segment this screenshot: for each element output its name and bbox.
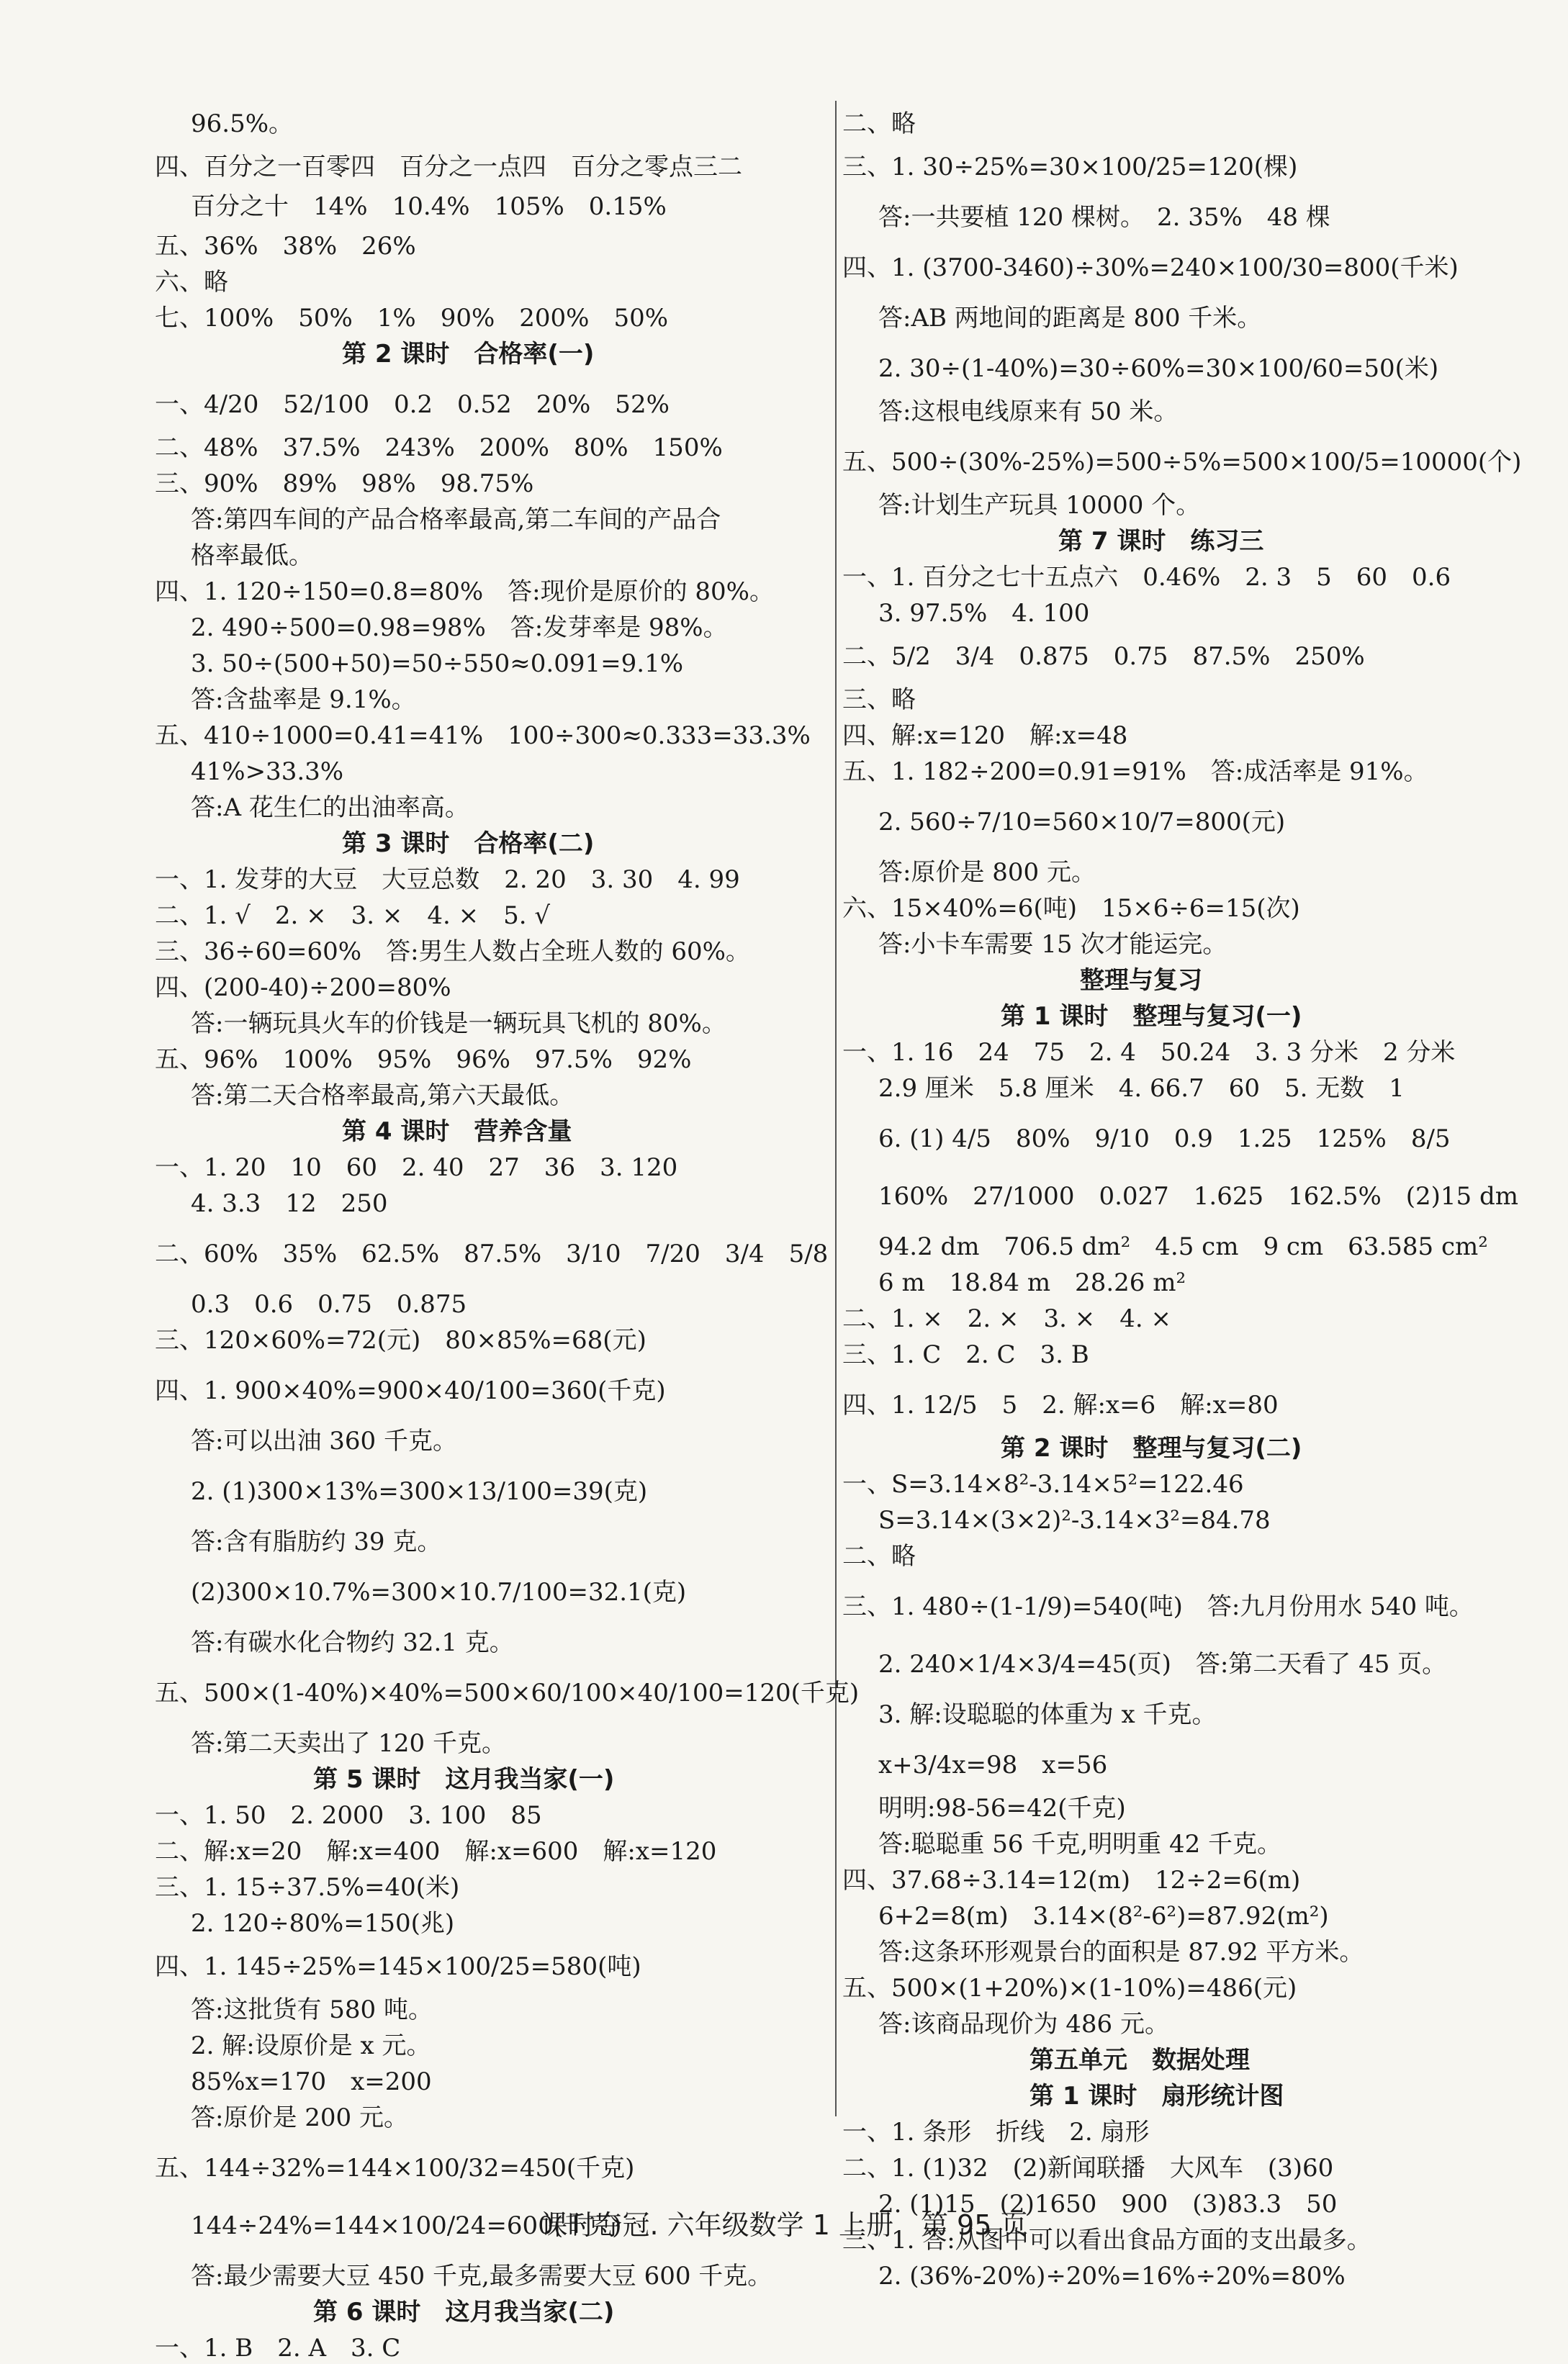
answer-line: 三、1. 15÷37.5%=40(米) (155, 1873, 460, 1902)
answer-line: 2. 490÷500=0.98=98% 答:发芽率是 98%。 (191, 613, 728, 642)
section-heading: 第五单元 数据处理 (1029, 2046, 1250, 2075)
column-divider (835, 101, 837, 2116)
section-heading: 整理与复习 (1080, 966, 1202, 995)
answer-line: 答:A 花生仁的出油率高。 (191, 793, 469, 822)
answer-line: 6 m 18.84 m 28.26 m² (878, 1268, 1186, 1297)
answer-line: 四、解:x=120 解:x=48 (842, 721, 1128, 750)
answer-line: 答:这批货有 580 吨。 (191, 1995, 433, 2024)
answer-line: 答:该商品现价为 486 元。 (878, 2010, 1169, 2039)
answer-line: S=3.14×(3×2)²-3.14×3²=84.78 (878, 1506, 1271, 1535)
section-heading: 第 3 课时 合格率(二) (342, 829, 595, 858)
answer-line: 一、1. 条形 折线 2. 扇形 (842, 2118, 1150, 2147)
answer-line: 五、500÷(30%-25%)=500÷5%=500×100/5=10000(个) (842, 448, 1522, 477)
answer-line: 三、120×60%=72(元) 80×85%=68(元) (155, 1326, 646, 1355)
answer-line: 2. 120÷80%=150(兆) (191, 1909, 455, 1938)
answer-line: 三、1. C 2. C 3. B (842, 1340, 1089, 1369)
answer-line: 2. 30÷(1-40%)=30÷60%=30×100/60=50(米) (878, 354, 1439, 383)
answer-line: 六、略 (155, 268, 228, 297)
answer-line: 85%x=170 x=200 (191, 2067, 432, 2096)
answer-line: 2. (1)300×13%=300×13/100=39(克) (191, 1477, 648, 1506)
answer-line: 五、410÷1000=0.41=41% 100÷300≈0.333=33.3% (155, 721, 811, 750)
answer-line: 6+2=8(m) 3.14×(8²-6²)=87.92(m²) (878, 1902, 1329, 1931)
section-heading: 第 2 课时 整理与复习(二) (1001, 1434, 1302, 1463)
answer-line: 4. 3.3 12 250 (191, 1189, 388, 1218)
section-heading: 第 4 课时 营养含量 (342, 1117, 572, 1146)
answer-line: 四、百分之一百零四 百分之一点四 百分之零点三二 (155, 153, 742, 181)
answer-line: 二、60% 35% 62.5% 87.5% 3/10 7/20 3/4 5/8 (155, 1240, 829, 1268)
answer-line: 答:可以出油 360 千克。 (191, 1427, 457, 1456)
answer-line: 四、1. 12/5 5 2. 解:x=6 解:x=80 (842, 1391, 1279, 1420)
answer-line: 明明:98-56=42(千克) (878, 1794, 1126, 1823)
answer-line: 3. 97.5% 4. 100 (878, 599, 1090, 628)
answer-line: 答:最少需要大豆 450 千克,最多需要大豆 600 千克。 (191, 2262, 772, 2291)
answer-line: 格率最低。 (191, 541, 313, 570)
answer-line: 答:计划生产玩具 10000 个。 (878, 491, 1201, 520)
answer-line: 五、500×(1-40%)×40%=500×60/100×40/100=120(千克) (155, 1679, 860, 1707)
answer-line: 四、1. (3700-3460)÷30%=240×100/30=800(千米) (842, 253, 1459, 282)
answer-line: 41%>33.3% (191, 757, 344, 786)
answer-line: 四、1. 120÷150=0.8=80% 答:现价是原价的 80%。 (155, 577, 774, 606)
answer-line: 答:AB 两地间的距离是 800 千米。 (878, 304, 1262, 333)
section-heading: 第 2 课时 合格率(一) (342, 340, 595, 369)
answer-line: 三、1. 480÷(1-1/9)=540(吨) 答:九月份用水 540 吨。 (842, 1592, 1474, 1621)
answer-line: 3. 50÷(500+50)=50÷550≈0.091=9.1% (191, 649, 684, 678)
answer-line: 144÷24%=144×100/24=600(千克) (191, 2211, 622, 2240)
answer-line: 答:一辆玩具火车的价钱是一辆玩具飞机的 80%。 (191, 1009, 726, 1038)
answer-line: 一、1. 50 2. 2000 3. 100 85 (155, 1801, 542, 1830)
answer-line: 二、略 (842, 1542, 916, 1571)
answer-line: 五、144÷32%=144×100/32=450(千克) (155, 2154, 635, 2183)
answer-line: 2.9 厘米 5.8 厘米 4. 66.7 60 5. 无数 1 (878, 1074, 1405, 1103)
answer-line: 答:原价是 800 元。 (878, 858, 1096, 887)
answer-line: 一、1. B 2. A 3. C (155, 2334, 401, 2363)
answer-line: 答:一共要植 120 棵树。 2. 35% 48 棵 (878, 203, 1330, 232)
answer-line: 一、S=3.14×8²-3.14×5²=122.46 (842, 1470, 1244, 1499)
answer-line: 答:第二天卖出了 120 千克。 (191, 1729, 506, 1758)
answer-line: 一、4/20 52/100 0.2 0.52 20% 52% (155, 390, 670, 419)
answer-line: 2. 解:设原价是 x 元。 (191, 2031, 431, 2060)
answer-line: 百分之十 14% 10.4% 105% 0.15% (191, 192, 667, 221)
answer-line: 二、略 (842, 109, 916, 138)
answer-line: 二、5/2 3/4 0.875 0.75 87.5% 250% (842, 642, 1365, 671)
answer-line: 答:小卡车需要 15 次才能运完。 (878, 930, 1227, 959)
answer-line: 一、1. 百分之七十五点六 0.46% 2. 3 5 60 0.6 (842, 563, 1451, 592)
section-heading: 第 7 课时 练习三 (1058, 527, 1264, 556)
answer-line: 答:第二天合格率最高,第六天最低。 (191, 1081, 575, 1110)
answer-line: 三、90% 89% 98% 98.75% (155, 469, 534, 498)
answer-line: 七、100% 50% 1% 90% 200% 50% (155, 304, 669, 333)
section-heading: 第 1 课时 整理与复习(一) (1001, 1002, 1302, 1031)
answer-line: 2. 560÷7/10=560×10/7=800(元) (878, 808, 1286, 836)
answer-line: 三、1. 30÷25%=30×100/25=120(棵) (842, 153, 1298, 181)
answer-line: 五、1. 182÷200=0.91=91% 答:成活率是 91%。 (842, 757, 1428, 786)
answer-line: 160% 27/1000 0.027 1.625 162.5% (2)15 dm (878, 1182, 1518, 1211)
answer-line: 一、1. 发芽的大豆 大豆总数 2. 20 3. 30 4. 99 (155, 865, 740, 894)
answer-line: 答:含盐率是 9.1%。 (191, 685, 416, 714)
answer-line: 二、1. × 2. × 3. × 4. × (842, 1304, 1171, 1333)
section-heading: 第 5 课时 这月我当家(一) (313, 1765, 615, 1794)
answer-line: 四、37.68÷3.14=12(m) 12÷2=6(m) (842, 1866, 1301, 1895)
answer-line: x+3/4x=98 x=56 (878, 1751, 1108, 1779)
section-heading: 第 6 课时 这月我当家(二) (313, 2298, 615, 2327)
answer-line: 五、96% 100% 95% 96% 97.5% 92% (155, 1045, 692, 1074)
answer-line: 96.5%。 (191, 109, 294, 138)
answer-line: 答:有碳水化合物约 32.1 克。 (191, 1628, 514, 1657)
answer-line: 二、解:x=20 解:x=400 解:x=600 解:x=120 (155, 1837, 717, 1866)
answer-line: 五、500×(1+20%)×(1-10%)=486(元) (842, 1974, 1297, 2003)
answer-line: 五、36% 38% 26% (155, 232, 416, 261)
answer-line: 二、1. √ 2. × 3. × 4. × 5. √ (155, 901, 551, 930)
answer-line: 6. (1) 4/5 80% 9/10 0.9 1.25 125% 8/5 (878, 1124, 1451, 1153)
answer-line: 答:第四车间的产品合格率最高,第二车间的产品合 (191, 505, 721, 534)
answer-line: 3. 解:设聪聪的体重为 x 千克。 (878, 1700, 1217, 1729)
page-footer: 课时夺冠. 六年级数学 1 上册 第 95 页 (540, 2209, 1028, 2241)
answer-line: 2. (36%-20%)÷20%=16%÷20%=80% (878, 2262, 1346, 2291)
answer-line: 四、1. 900×40%=900×40/100=360(千克) (155, 1376, 666, 1405)
answer-line: 三、1. 答:从图中可以看出食品方面的支出最多。 (842, 2226, 1371, 2255)
answer-line: 一、1. 20 10 60 2. 40 27 36 3. 120 (155, 1153, 678, 1182)
answer-line: 三、36÷60=60% 答:男生人数占全班人数的 60%。 (155, 937, 750, 966)
answer-line: (2)300×10.7%=300×10.7/100=32.1(克) (191, 1578, 687, 1607)
answer-line: 四、1. 145÷25%=145×100/25=580(吨) (155, 1952, 641, 1981)
answer-line: 答:原价是 200 元。 (191, 2103, 408, 2132)
answer-line: 答:这条环形观景台的面积是 87.92 平方米。 (878, 1938, 1364, 1967)
answer-line: 二、48% 37.5% 243% 200% 80% 150% (155, 433, 723, 462)
answer-line: 二、1. (1)32 (2)新闻联播 大风车 (3)60 (842, 2154, 1334, 2183)
answer-line: 一、1. 16 24 75 2. 4 50.24 3. 3 分米 2 分米 (842, 1038, 1456, 1067)
answer-line: 六、15×40%=6(吨) 15×6÷6=15(次) (842, 894, 1300, 923)
answer-line: 94.2 dm 706.5 dm² 4.5 cm 9 cm 63.585 cm² (878, 1232, 1488, 1261)
answer-line: 0.3 0.6 0.75 0.875 (191, 1290, 467, 1319)
section-heading: 第 1 课时 扇形统计图 (1029, 2082, 1284, 2111)
answer-line: 三、略 (842, 685, 916, 714)
answer-line: 2. (1)15 (2)1650 900 (3)83.3 50 (878, 2190, 1338, 2219)
answer-line: 答:含有脂肪约 39 克。 (191, 1528, 442, 1556)
answer-line: 四、(200-40)÷200=80% (155, 973, 451, 1002)
answer-line: 答:聪聪重 56 千克,明明重 42 千克。 (878, 1830, 1282, 1859)
answer-line: 2. 240×1/4×3/4=45(页) 答:第二天看了 45 页。 (878, 1650, 1447, 1679)
answer-line: 答:这根电线原来有 50 米。 (878, 397, 1179, 426)
